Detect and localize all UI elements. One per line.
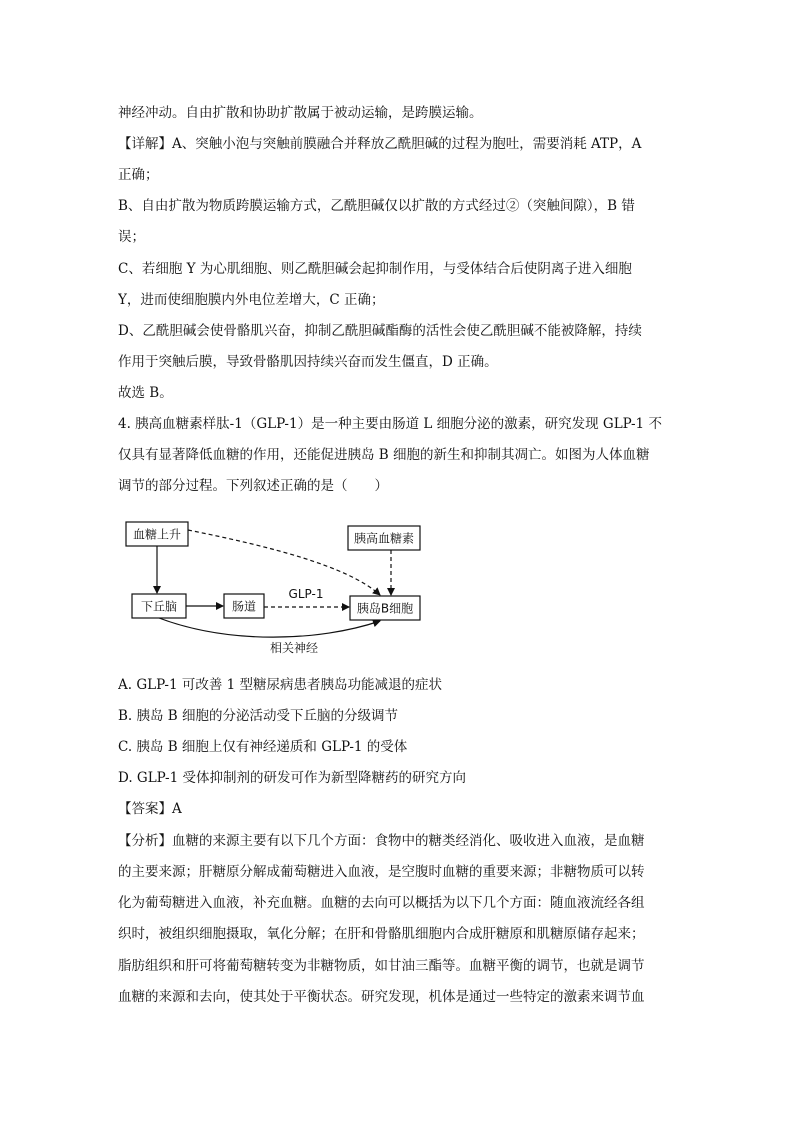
label-glucagon: 胰高血糖素: [353, 531, 415, 546]
text-line: 【详解】A、突触小泡与突触前膜融合并释放乙酰胆碱的过程为胞吐，需要消耗 ATP，A: [118, 136, 642, 152]
text-line: D、乙酰胆碱会使骨骼肌兴奋，抑制乙酰胆碱酯酶的活性会使乙酰胆碱不能被降解，持续: [118, 323, 642, 339]
analysis-line: 【分析】血糖的来源主要有以下几个方面：食物中的糖类经消化、吸收进入血液，是血糖: [118, 833, 645, 849]
question-stem-line: 4. 胰高血糖素样肽-1（GLP-1）是一种主要由肠道 L 细胞分泌的激素，研究发现 GLP-1 不: [118, 416, 662, 432]
label-blood-sugar-rise: 血糖上升: [132, 527, 182, 542]
text-line: 神经冲动。自由扩散和协助扩散属于被动运输，是跨膜运输。: [118, 105, 483, 121]
label-related-nerve: 相关神经: [269, 641, 319, 655]
arrow-hypothalamus-to-islet: [159, 618, 380, 637]
text-line: 故选 B。: [118, 385, 173, 401]
text-line: 误；: [118, 229, 145, 245]
analysis-line: 的主要来源；肝糖原分解成葡萄糖进入血液，是空腹时血糖的重要来源；非糖物质可以转: [118, 864, 645, 880]
question-stem-line: 调节的部分过程。下列叙述正确的是（ ）: [118, 478, 388, 494]
option-d: D. GLP-1 受体抑制剂的研发可作为新型降糖药的研究方向: [118, 770, 466, 786]
option-b: B. 胰岛 B 细胞的分泌活动受下丘脑的分级调节: [118, 708, 399, 724]
text-line: Y，进而使细胞膜内外电位差增大，C 正确；: [118, 292, 385, 308]
text-line: B、自由扩散为物质跨膜运输方式，乙酰胆碱仅以扩散的方式经过②（突触间隙），B 错: [118, 198, 635, 214]
option-a: A. GLP-1 可改善 1 型糖尿病患者胰岛功能减退的症状: [118, 677, 443, 693]
label-hypothalamus: 下丘脑: [140, 599, 178, 614]
analysis-line: 血糖的来源和去向，使其处于平衡状态。研究发现，机体是通过一些特定的激素来调节血: [118, 989, 645, 1005]
label-glp1: GLP-1: [288, 587, 324, 601]
answer-line: 【答案】A: [118, 801, 182, 817]
analysis-line: 织时，被组织细胞摄取，氧化分解；在肝和骨骼肌细胞内合成肝糖原和肌糖原储存起来；: [118, 926, 645, 942]
text-line: 作用于突触后膜，导致骨骼肌因持续兴奋而发生僵直，D 正确。: [118, 354, 498, 370]
option-c: C. 胰岛 B 细胞上仅有神经递质和 GLP-1 的受体: [118, 739, 408, 755]
analysis-line: 脂肪组织和肝可将葡萄糖转变为非糖物质，如甘油三酯等。血糖平衡的调节，也就是调节: [118, 958, 645, 974]
text-line: C、若细胞 Y 为心肌细胞、则乙酰胆碱会起抑制作用，与受体结合后使阴离子进入细胞: [118, 261, 632, 277]
blood-sugar-regulation-diagram: [118, 512, 438, 662]
label-islet-b-cell: 胰岛B细胞: [356, 601, 414, 616]
analysis-line: 化为葡萄糖进入血液，补充血糖。血糖的去向可以概括为以下几个方面：随血液流经各组: [118, 895, 645, 911]
question-stem-line: 仅具有显著降低血糖的作用，还能促进胰岛 B 细胞的新生和抑制其凋亡。如图为人体血糖: [118, 447, 650, 463]
label-intestine: 肠道: [231, 599, 257, 614]
text-line: 正确；: [118, 167, 159, 183]
